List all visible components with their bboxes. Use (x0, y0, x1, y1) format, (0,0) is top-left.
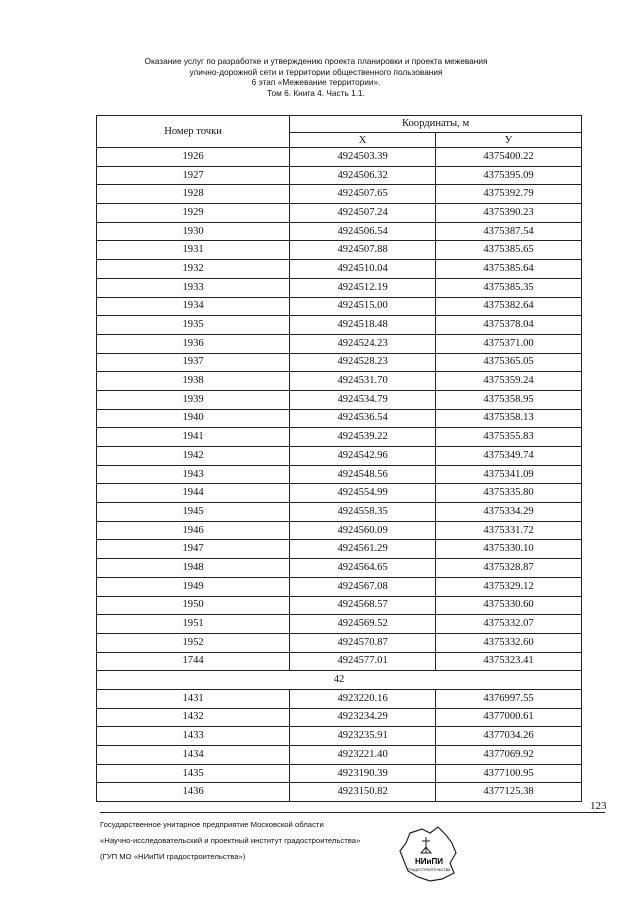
point-number-cell: 1942 (97, 447, 290, 466)
table-row (97, 708, 582, 727)
header-line-4: Том 6. Книга 4. Часть 1.1. (267, 87, 365, 98)
y-coordinate-cell: 4375400.22 (436, 148, 582, 167)
section-row (97, 671, 582, 690)
table-row (97, 746, 582, 765)
table-row (97, 447, 582, 466)
x-coordinate-cell: 4924503.39 (290, 148, 436, 167)
y-coordinate-cell: 4375395.09 (436, 166, 582, 185)
point-number-cell: 1934 (97, 297, 290, 316)
table-row (97, 222, 582, 241)
y-coordinate-cell: 4375349.74 (436, 447, 582, 466)
y-coordinate-cell: 4377069.92 (436, 746, 582, 765)
x-coordinate-cell: 4924506.32 (290, 166, 436, 185)
x-coordinate-cell: 4923220.16 (290, 689, 436, 708)
y-coordinate-cell: 4375332.60 (436, 633, 582, 652)
table-row (97, 297, 582, 316)
table-row (97, 353, 582, 372)
institute-logo (396, 823, 462, 885)
x-coordinate-cell: 4924560.09 (290, 521, 436, 540)
table-row (97, 428, 582, 447)
x-coordinate-cell: 4924507.88 (290, 241, 436, 260)
table-row (97, 559, 582, 578)
table-row (97, 372, 582, 391)
footer-divider (100, 812, 605, 813)
footer-line-1: Государственное унитарное предприятие Московской области (100, 820, 324, 829)
column-header-coordinates: Координаты, м (290, 116, 582, 133)
y-coordinate-cell: 4375390.23 (436, 204, 582, 223)
x-coordinate-cell: 4924567.08 (290, 577, 436, 596)
point-number-cell: 1951 (97, 615, 290, 634)
page-number: 123 (590, 800, 607, 812)
point-number-cell: 1432 (97, 708, 290, 727)
x-coordinate-cell: 4924568.57 (290, 596, 436, 615)
table-row (97, 540, 582, 559)
table-row (97, 241, 582, 260)
y-coordinate-cell: 4375331.72 (436, 521, 582, 540)
point-number-cell: 1933 (97, 278, 290, 297)
x-coordinate-cell: 4924524.23 (290, 334, 436, 353)
x-coordinate-cell: 4924569.52 (290, 615, 436, 634)
point-number-cell: 1948 (97, 559, 290, 578)
y-coordinate-cell: 4377034.26 (436, 727, 582, 746)
table-row (97, 334, 582, 353)
point-number-cell: 1938 (97, 372, 290, 391)
y-coordinate-cell: 4377000.61 (436, 708, 582, 727)
y-coordinate-cell: 4375330.60 (436, 596, 582, 615)
table-row (97, 764, 582, 783)
point-number-cell: 1939 (97, 390, 290, 409)
table-row (97, 484, 582, 503)
x-coordinate-cell: 4923235.91 (290, 727, 436, 746)
y-coordinate-cell: 4375378.04 (436, 316, 582, 335)
table-row (97, 316, 582, 335)
table-row (97, 783, 582, 802)
x-coordinate-cell: 4924570.87 (290, 633, 436, 652)
y-coordinate-cell: 4375328.87 (436, 559, 582, 578)
y-coordinate-cell: 4375330.10 (436, 540, 582, 559)
y-coordinate-cell: 4375329.12 (436, 577, 582, 596)
point-number-cell: 1936 (97, 334, 290, 353)
column-header-point: Номер точки (97, 116, 290, 148)
table-row (97, 652, 582, 671)
y-coordinate-cell: 4375385.65 (436, 241, 582, 260)
point-number-cell: 1941 (97, 428, 290, 447)
x-coordinate-cell: 4924531.70 (290, 372, 436, 391)
point-number-cell: 1947 (97, 540, 290, 559)
x-coordinate-cell: 4924536.54 (290, 409, 436, 428)
point-number-cell: 1929 (97, 204, 290, 223)
x-coordinate-cell: 4924542.96 (290, 447, 436, 466)
point-number-cell: 1436 (97, 783, 290, 802)
point-number-cell: 1950 (97, 596, 290, 615)
y-coordinate-cell: 4375323.41 (436, 652, 582, 671)
x-coordinate-cell: 4924577.01 (290, 652, 436, 671)
table-row (97, 521, 582, 540)
x-coordinate-cell: 4924510.04 (290, 260, 436, 279)
table-row (97, 503, 582, 522)
table-row (97, 148, 582, 167)
point-number-cell: 1435 (97, 764, 290, 783)
y-coordinate-cell: 4376997.55 (436, 689, 582, 708)
point-number-cell: 1937 (97, 353, 290, 372)
y-coordinate-cell: 4375355.83 (436, 428, 582, 447)
y-coordinate-cell: 4375387.54 (436, 222, 582, 241)
x-coordinate-cell: 4924512.19 (290, 278, 436, 297)
document-header (0, 56, 632, 98)
table-row (97, 633, 582, 652)
table-row (97, 596, 582, 615)
point-number-cell: 1431 (97, 689, 290, 708)
point-number-cell: 1930 (97, 222, 290, 241)
table-row (97, 615, 582, 634)
table-row (97, 390, 582, 409)
point-number-cell: 1935 (97, 316, 290, 335)
x-coordinate-cell: 4924558.35 (290, 503, 436, 522)
logo-text: НИиПИ (415, 857, 443, 866)
y-coordinate-cell: 4375382.64 (436, 297, 582, 316)
y-coordinate-cell: 4375359.24 (436, 372, 582, 391)
document-footer (100, 817, 360, 865)
footer-line-2: «Научно-исследовательский и проектный институт градостроительства» (100, 836, 361, 845)
y-coordinate-cell: 4375358.95 (436, 390, 582, 409)
coordinates-table (96, 115, 582, 802)
y-coordinate-cell: 4375385.64 (436, 260, 582, 279)
x-coordinate-cell: 4924534.79 (290, 390, 436, 409)
table-row (97, 465, 582, 484)
y-coordinate-cell: 4375392.79 (436, 185, 582, 204)
header-line-3: 6 этап «Межевание территории». (251, 77, 381, 88)
point-number-cell: 1744 (97, 652, 290, 671)
x-coordinate-cell: 4924561.29 (290, 540, 436, 559)
logo-subtext: ГРАДОСТРОИТЕЛЬСТВА (407, 868, 451, 872)
x-coordinate-cell: 4923221.40 (290, 746, 436, 765)
table-row (97, 278, 582, 297)
table-row (97, 185, 582, 204)
x-coordinate-cell: 4924506.54 (290, 222, 436, 241)
x-coordinate-cell: 4924515.00 (290, 297, 436, 316)
x-coordinate-cell: 4924507.65 (290, 185, 436, 204)
x-coordinate-cell: 4924528.23 (290, 353, 436, 372)
x-coordinate-cell: 4924518.48 (290, 316, 436, 335)
x-coordinate-cell: 4924554.99 (290, 484, 436, 503)
point-number-cell: 1943 (97, 465, 290, 484)
y-coordinate-cell: 4375371.00 (436, 334, 582, 353)
x-coordinate-cell: 4923190.39 (290, 764, 436, 783)
table-row (97, 409, 582, 428)
header-line-1: Оказание услуг по разработке и утверждению проекта планировки и проекта межевания (144, 56, 488, 66)
y-coordinate-cell: 4375335.80 (436, 484, 582, 503)
y-coordinate-cell: 4375358.13 (436, 409, 582, 428)
x-coordinate-cell: 4924564.65 (290, 559, 436, 578)
x-coordinate-cell: 4924539.22 (290, 428, 436, 447)
y-coordinate-cell: 4377125.38 (436, 783, 582, 802)
point-number-cell: 1932 (97, 260, 290, 279)
y-coordinate-cell: 4375332.07 (436, 615, 582, 634)
point-number-cell: 1949 (97, 577, 290, 596)
y-coordinate-cell: 4375334.29 (436, 503, 582, 522)
column-header-y: У (436, 133, 582, 148)
y-coordinate-cell: 4375365.05 (436, 353, 582, 372)
x-coordinate-cell: 4923150.82 (290, 783, 436, 802)
table-row (97, 577, 582, 596)
header-line-2: улично-дорожной сети и территории общественного пользования (189, 66, 443, 77)
table-row (97, 260, 582, 279)
x-coordinate-cell: 4924507.24 (290, 204, 436, 223)
column-header-x: X (290, 133, 436, 148)
point-number-cell: 1927 (97, 166, 290, 185)
point-number-cell: 1940 (97, 409, 290, 428)
section-label: 42 (97, 671, 582, 690)
point-number-cell: 1944 (97, 484, 290, 503)
y-coordinate-cell: 4375385.35 (436, 278, 582, 297)
table-row (97, 204, 582, 223)
point-number-cell: 1946 (97, 521, 290, 540)
y-coordinate-cell: 4377100.95 (436, 764, 582, 783)
point-number-cell: 1433 (97, 727, 290, 746)
footer-line-3: (ГУП МО «НИиПИ градостроительства») (100, 852, 246, 861)
table-row (97, 166, 582, 185)
table-row (97, 689, 582, 708)
point-number-cell: 1434 (97, 746, 290, 765)
x-coordinate-cell: 4924548.56 (290, 465, 436, 484)
point-number-cell: 1926 (97, 148, 290, 167)
point-number-cell: 1945 (97, 503, 290, 522)
point-number-cell: 1952 (97, 633, 290, 652)
x-coordinate-cell: 4923234.29 (290, 708, 436, 727)
y-coordinate-cell: 4375341.09 (436, 465, 582, 484)
table-row (97, 727, 582, 746)
point-number-cell: 1928 (97, 185, 290, 204)
point-number-cell: 1931 (97, 241, 290, 260)
